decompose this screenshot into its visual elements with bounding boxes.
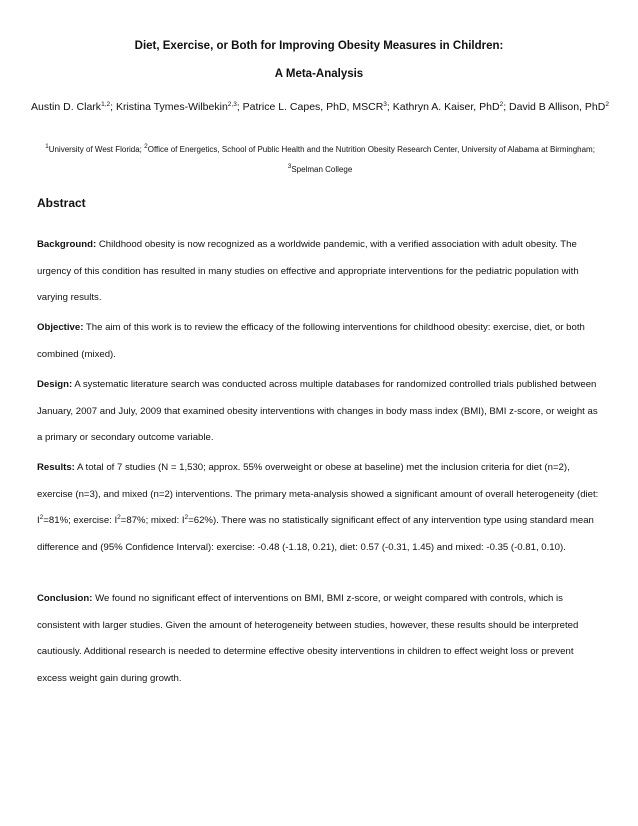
author-list [30,96,610,119]
author-name: Austin D. Clark [31,101,102,113]
affiliation-marker: 1 [45,143,49,150]
author-affiliation-marker: 3 [383,101,387,108]
affiliation-marker: 3 [287,163,292,170]
author-affiliation-marker: 1,2 [101,101,111,108]
section-label: Objective: [37,322,84,333]
superscript: 2 [39,514,44,521]
background-paragraph [37,232,603,312]
affiliation-list [40,140,600,180]
section-text: A total of 7 studies (N = 1,530; approx. 55% overweight or obese at baseline) met the inclusion criteria for diet (n=2), exercise (n=3), and mixed (n=2) interventions. The primary meta-analysis showed a significant amount of overall heterogeneity (diet: I [37,462,599,526]
author-name: ; Patrice L. Capes, PhD, MSCR [236,101,384,113]
author-name: ; Kristina Tymes-Wilbekin [110,101,228,113]
author-affiliation-marker: 2 [605,101,609,108]
section-text: A systematic literature search was conducted across multiple databases for randomized controlled trials published between January, 2007 and July, 2009 that examined obesity interventions with changes in body mass index (BMI), BMI z-score, or weight as a primary or secondary outcome variable. [37,379,598,443]
section-text: Childhood obesity is now recognized as a worldwide pandemic, with a verified association with adult obesity. The urgency of this condition has resulted in many studies on effective and appropriate interventions for the pediatric population with varying results. [37,239,579,303]
section-label: Background: [37,239,97,250]
superscript: 2 [184,514,189,521]
section-text: =81%; exercise: I [43,515,118,526]
superscript: 2 [117,514,121,521]
section-text: The aim of this work is to review the efficacy of the following interventions for childhood obesity: exercise, diet, or both combined (mixed). [37,322,585,360]
section-text: =87%; mixed: I [120,515,185,526]
author-name: ; David B Allison, PhD [503,101,606,113]
conclusion-paragraph [37,586,603,692]
author-affiliation-marker: 2,3 [227,101,237,108]
objective-paragraph [37,315,603,368]
abstract-heading: Abstract [37,196,86,210]
section-text: =62%). There was no statistically significant effect of any intervention type using standard mean difference and (95% Confidence Interval): exercise: -0.48 (-1.18, 0.21), diet: 0.57 (-0.31, 1.45) and mixed: -0.35 (-0.81, 0.10). [37,515,594,553]
section-text: We found no significant effect of interventions on BMI, BMI z-score, or weight compared with controls, which is consistent with larger studies. Given the amount of heterogeneity between studies, however, these results should be interpreted cautiously. Additional research is needed to determine effective obesity interventions in children to effect weight loss or prevent excess weight gain during growth. [37,593,579,684]
affiliation-marker: 2 [144,143,148,150]
section-label: Results: [37,462,75,473]
author-affiliation-marker: 2 [499,101,504,108]
section-label: Design: [37,379,73,390]
section-label: Conclusion: [37,593,93,604]
results-paragraph [37,455,603,561]
affiliation-text: University of West Florida; [48,145,145,154]
affiliation-text: Office of Energetics, School of Public Health and the Nutrition Obesity Research Center, University of Alabama at Birmingham; [147,145,595,154]
paper-subtitle: A Meta-Analysis [274,68,364,80]
paper-title: Diet, Exercise, or Both for Improving Obesity Measures in Children: [134,40,504,52]
affiliation-text: Spelman College [291,165,353,174]
design-paragraph [37,372,603,452]
author-name: ; Kathryn A. Kaiser, PhD [386,101,500,113]
